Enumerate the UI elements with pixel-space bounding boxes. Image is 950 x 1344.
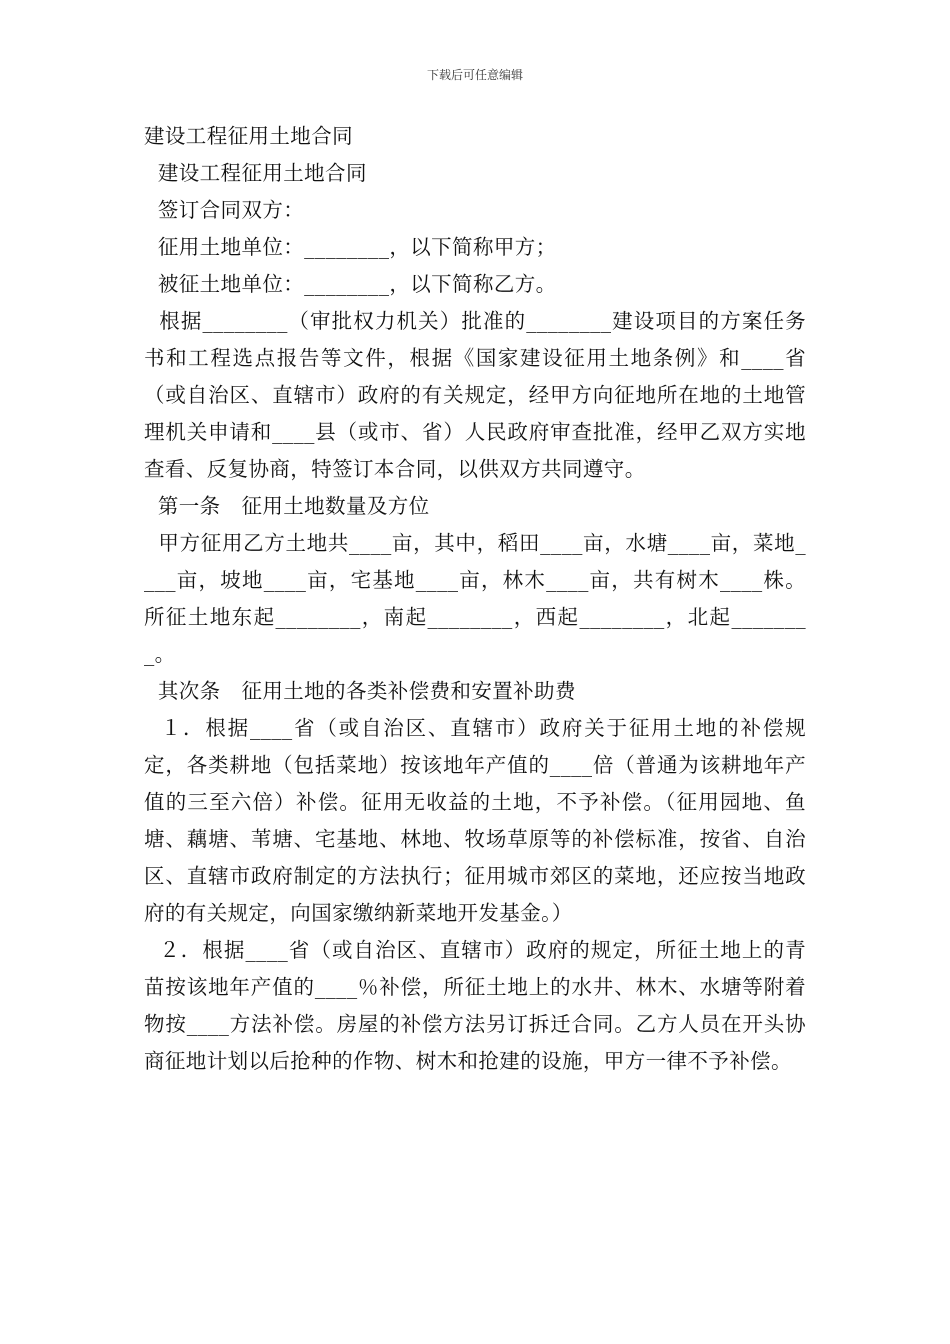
article-1-heading: 第一条 征用土地数量及方位 [144,494,430,518]
header-note: 下载后可任意编辑 [426,68,523,82]
parties-label: 签订合同双方： [144,198,305,222]
preamble-paragraph: 根据________（审批权力机关）批准的________建设项目的方案任务书和工程选点报告等文件，根据《国家建设征用土地条例》和____省（或自治区、直辖市）政府的有关规定，经甲方向征地所在地的土地管理机关申请和____县（或市、省）人民政府审查批准，经甲乙双方实地查看、反复协商，特签订本合同，以供双方共同遵守。 [144,309,806,481]
contract-heading: 建设工程征用土地合同 [144,161,367,185]
article-2-clause-1: １．根据____省（或自治区、直辖市）政府关于征用土地的补偿规定，各类耕地（包括菜地）按该地年产值的____倍（普通为该耕地年产值的三至六倍）补偿。征用无收益的土地，不予补偿。（征用园地、鱼塘、藕塘、苇塘、宅基地、林地、牧场草原等的补偿标准，按省、自治区、直辖市政府制定的方法执行；征用城市郊区的菜地，还应按当地政府的有关规定，向国家缴纳新菜地开发基金。） [144,716,806,925]
party-a-line: 征用土地单位：________，以下简称甲方； [144,235,557,259]
article-1-body: 甲方征用乙方土地共____亩，其中，稻田____亩，水塘____亩，菜地____亩，坡地____亩，宅基地____亩，林木____亩，共有树木____株。所征土地东起________，南起________，西起________，北起________。 [144,531,806,666]
document-title: 建设工程征用土地合同 [144,124,353,148]
party-b-line: 被征土地单位：________，以下简称乙方。 [144,272,557,296]
article-2-heading: 其次条 征用土地的各类补偿费和安置补助费 [144,679,576,703]
document-body [144,118,806,1080]
article-2-clause-2: ２．根据____省（或自治区、直辖市）政府的规定，所征土地上的青苗按该地年产值的____％补偿，所征土地上的水井、林木、水塘等附着物按____方法补偿。房屋的补偿方法另订拆迁合同。乙方人员在开头协商征地计划以后抢种的作物、树木和抢建的设施，甲方一律不予补偿。 [144,938,806,1073]
